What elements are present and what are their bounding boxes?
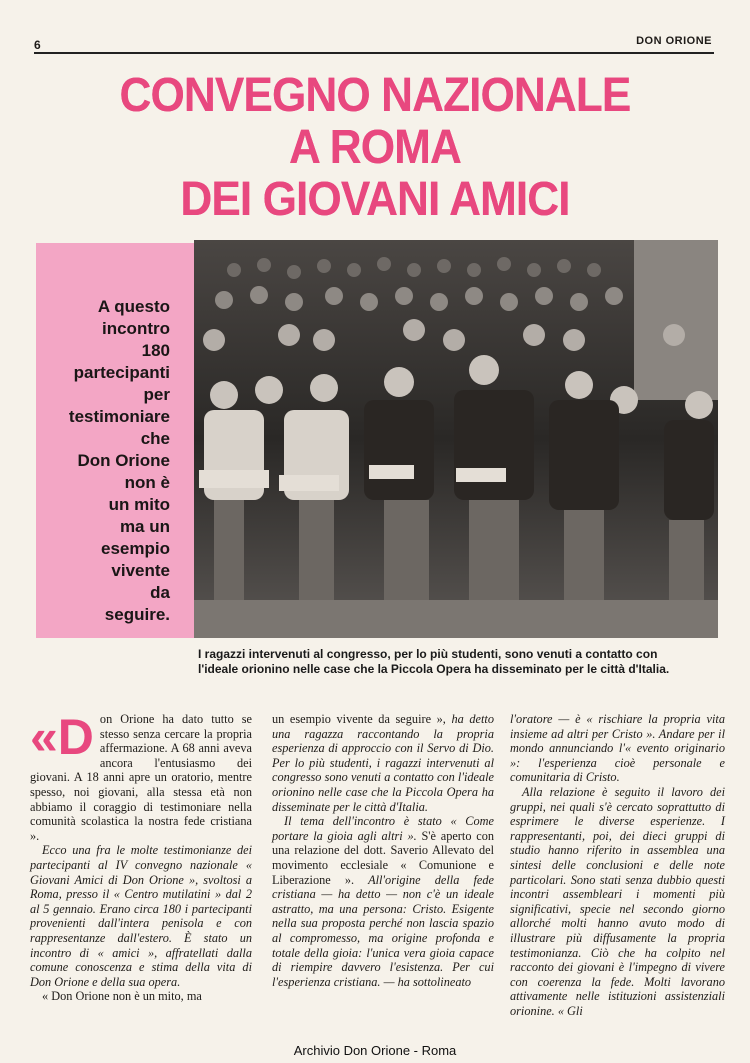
article-paragraph bbox=[30, 709, 252, 843]
title-line-3: DEI GIOVANI AMICI bbox=[180, 173, 570, 226]
paragraph-text: un esempio vivente da seguire », bbox=[272, 712, 446, 726]
paragraph-text: S'è aperto con una relazione del dott. Saverio Allevato del movimento ecclesiale « Comunione e Liberazione ». bbox=[272, 828, 494, 887]
pullquote-line: 180 bbox=[141, 341, 170, 360]
pullquote-line: testimoniare bbox=[68, 407, 170, 426]
caption-line-1: I ragazzi intervenuti al congresso, per lo più studenti, sono venuti a contatto con bbox=[198, 647, 658, 661]
pullquote-line: che bbox=[140, 429, 170, 448]
pullquote-line: un mito bbox=[108, 495, 170, 514]
article-column-3 bbox=[510, 712, 725, 1018]
article-paragraph: « Don Orione non è un mito, ma bbox=[42, 989, 202, 1004]
pullquote-line: A questo bbox=[97, 297, 170, 316]
paragraph-text: Il tema dell'incontro è stato « Come portare la gioia agli altri ». bbox=[272, 814, 494, 843]
drop-cap: «D bbox=[30, 709, 94, 765]
pullquote-line: esempio bbox=[101, 539, 170, 558]
archive-footer: Archivio Don Orione - Roma bbox=[293, 1043, 457, 1058]
pullquote-line: non è bbox=[124, 473, 170, 492]
pullquote-line: per bbox=[143, 385, 170, 404]
pullquote-line: incontro bbox=[102, 319, 170, 338]
audience-photo-illustration bbox=[194, 240, 718, 638]
article-column-2 bbox=[272, 712, 494, 989]
article-column-1 bbox=[30, 709, 252, 1004]
pullquote-line: partecipanti bbox=[73, 363, 170, 382]
pullquote bbox=[40, 296, 170, 626]
pullquote-line: Don Orione bbox=[77, 451, 170, 470]
caption-line-2: l'ideale orionino nelle case che la Piccola Opera ha disseminato per le città d'Italia. bbox=[198, 662, 670, 676]
article-paragraph: l'oratore — è « rischiare la propria vita insieme ad altri per Cristo ». Andare per il mondo annunciando l'« evento originario »: l'esperienza cioè personale e comunitaria di Cristo. bbox=[510, 712, 725, 785]
pullquote-line: ma un bbox=[119, 517, 170, 536]
photo-caption bbox=[198, 647, 720, 677]
magazine-name: DON ORIONE bbox=[636, 35, 712, 47]
article-paragraph bbox=[272, 814, 494, 989]
audience-photo bbox=[194, 240, 718, 638]
pullquote-line: seguire. bbox=[104, 605, 170, 624]
paragraph-text: All'origine della fede cristiana — ha detto — non c'è un ideale astratto, ma una persona: Cristo. Esigente nella sua proposta perché non lascia spazio al compromesso, ma origine profonda e totale della gioia: l'unica vera gioia capace di riempire davvero l'esistenza. Per cui l'esperienza cristiana. — ha sottolineato bbox=[272, 872, 494, 989]
article-paragraph bbox=[272, 712, 494, 814]
article-title bbox=[67, 70, 683, 226]
page-number: 6 bbox=[34, 38, 41, 52]
paragraph-text: ha detto una ragazza raccontando la propria esperienza di approccio con il Servo di Dio. Per lo più studenti, i ragazzi intervenuti al congresso sono venuti a contatto con l'ideale orionino nelle case che la Piccola Opera ha disseminate per le città d'Italia. bbox=[272, 712, 494, 814]
pullquote-line: vivente bbox=[111, 561, 170, 580]
article-paragraph: Ecco una fra le molte testimonianze dei partecipanti al IV convegno nazionale « Giovani Amici di Don Orione », svoltosi a Roma, presso il « Centro mutilatini » dal 2 al 5 gennaio. Erano circa 180 i partecipanti provenienti dall'intera penisola e con rappresentanze dall'estero. È stato un incontro di « amici », affratellati dalla comune conoscenza e stima della vita di Don Orione e della sua opera. bbox=[30, 843, 252, 989]
title-line-1: CONVEGNO NAZIONALE bbox=[119, 69, 631, 122]
paragraph-text: on Orione ha dato tutto se stesso senza cercare la propria affermazione. A 68 anni aveva ancora l'entusiasmo dei giovani. A 18 anni apre un oratorio, mentre spesso, noi giovani, alla stessa età non abbiamo il coraggio di testimoniare nella comunità scolastica la nostra fede cristiana ». bbox=[30, 712, 252, 843]
header-rule bbox=[34, 52, 714, 54]
title-line-2: A ROMA bbox=[289, 121, 461, 174]
pullquote-line: da bbox=[150, 583, 170, 602]
article-paragraph: Alla relazione è seguito il lavoro dei gruppi, nei quali s'è cercato soprattutto di esprimere le diverse esperienze. I rappresentanti, poi, dei dieci gruppi di studio hanno riferito in assemblea una sintesi delle conclusioni e delle note particolari. Sono stati senza dubbio questi incontri assembleari i momenti più significativi, specie nel secondo giorno allorché molti hanno avuto modo di illustrare più diffusamente la propria testimonianza. Ciò che ha colpito nel racconto dei giovani è l'impegno di vivere con coerenza la fede. Molti lavorano attivamente nelle istituzioni assistenziali orionine. « Gli bbox=[510, 784, 725, 1018]
